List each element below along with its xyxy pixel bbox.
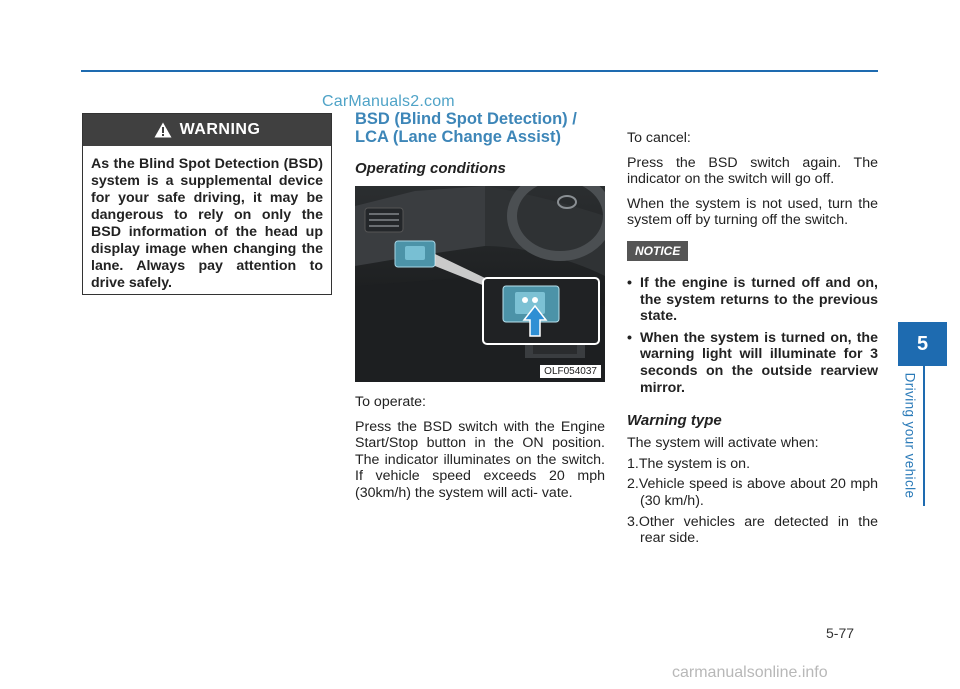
notice-item: • If the engine is turned off and on, the system returns to the previous state. [627, 274, 878, 325]
activate-item: 1.The system is on. [627, 455, 751, 472]
activate-intro: The system will activate when: [627, 435, 819, 452]
right-column [627, 130, 878, 551]
chapter-label: Driving your vehicle [902, 372, 918, 498]
page-number: 5-77 [826, 625, 855, 641]
top-rule [81, 70, 878, 72]
watermark-top[interactable]: CarManuals2.com [322, 93, 455, 110]
activate-item: 2.Vehicle speed is above about 20 mph (30 km/h). [627, 476, 878, 509]
warning-title: WARNING [179, 121, 261, 138]
dashboard-illustration [355, 186, 605, 382]
cancel-text-1: Press the BSD switch again. The indicator on the switch will go off. [627, 154, 878, 188]
notice-list [627, 275, 878, 396]
activate-list [627, 456, 878, 547]
section-title: BSD (Blind Spot Detection) / LCA (Lane Change Assist) [355, 110, 577, 146]
notice-item: • When the system is turned on, the warning light will illuminate for 3 seconds on the outside rearview mirror. [627, 329, 878, 396]
activate-item: 3.Other vehicles are detected in the rear side. [627, 513, 878, 547]
figure-caption: OLF054037 [540, 365, 601, 378]
warning-box [82, 113, 332, 295]
notice-badge: NOTICE [627, 241, 688, 261]
chapter-rule [923, 366, 925, 506]
dashboard-figure [355, 186, 605, 382]
watermark-bottom[interactable]: carmanualsonline.info [672, 664, 828, 681]
cancel-label: To cancel: [627, 130, 691, 146]
warning-text: As the Blind Spot Detection (BSD) system is a supplemental device for your safe driving, it may be dangerous to rely on only the BSD information of the head up display image when changing the lane. Always pay attention to drive safely. [91, 156, 323, 291]
warning-type-title: Warning type [627, 412, 722, 430]
section-subtitle: Operating conditions [355, 160, 506, 177]
operate-label: To operate: [355, 394, 426, 410]
chapter-tab[interactable]: 5 [898, 322, 947, 366]
cancel-text-2: When the system is not used, turn the system off by turning off the switch. [627, 195, 878, 229]
warning-triangle-icon [154, 122, 172, 138]
main-column [355, 110, 605, 502]
warning-header [83, 114, 331, 146]
operate-text: Press the BSD switch with the Engine Start/Stop button in the ON position. The indicator illuminates on the switch. If vehicle speed exceeds 20 mph (30km/h) the system will acti- vate. [355, 418, 605, 501]
